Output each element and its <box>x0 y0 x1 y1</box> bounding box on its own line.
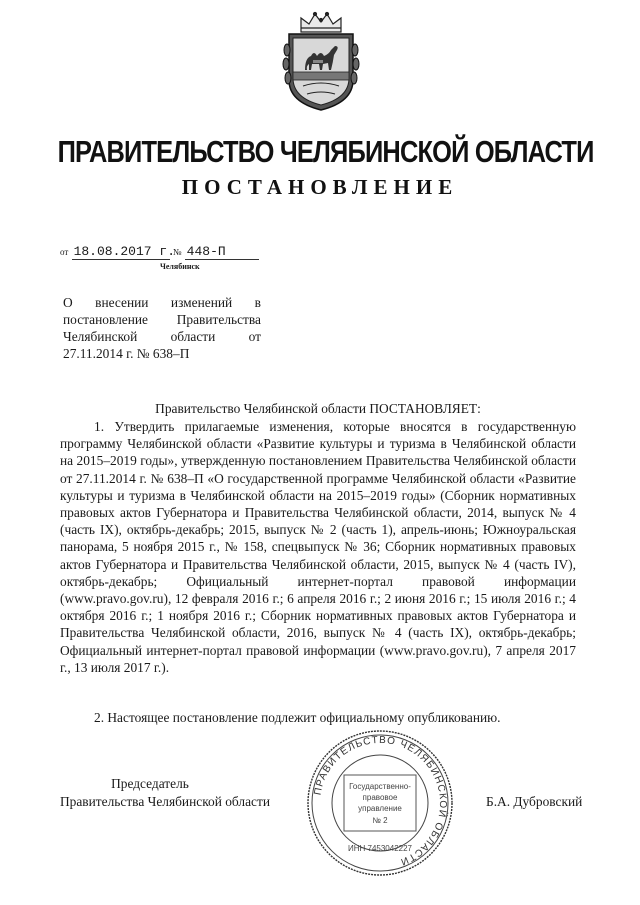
seal-center-line1: Государственно- <box>349 782 411 791</box>
signatory-title-line1: Председатель <box>111 776 189 791</box>
preamble: Правительство Челябинской области ПОСТАНОВЛЯЕТ: <box>155 401 481 416</box>
seal-outer-text: ПРАВИТЕЛЬСТВО ЧЕЛЯБИНСКОЙ ОБЛАСТИ <box>312 734 449 868</box>
seal-inn-text: ИНН 7453042227 <box>347 844 413 853</box>
organization-title: ПРАВИТЕЛЬСТВО ЧЕЛЯБИНСКОЙ ОБЛАСТИ <box>57 134 594 169</box>
date-label: от <box>60 247 69 257</box>
seal-center-line2: правовое <box>362 793 398 802</box>
document-type-title: ПОСТАНОВЛЕНИЕ <box>181 175 459 199</box>
signatory-title-line2: Правительства Челябинской области <box>60 794 270 809</box>
document-body <box>60 418 576 676</box>
document-city: Челябинск <box>160 262 200 271</box>
official-seal <box>304 727 456 879</box>
number-label: № <box>172 247 182 257</box>
seal-center-line4: № 2 <box>372 816 388 825</box>
paragraph-2: 2. Настоящее постановление подлежит официальному опубликованию. <box>94 710 501 725</box>
date-number-line <box>60 243 259 260</box>
document-number: 448-П <box>185 244 259 260</box>
paragraph-1: 1. Утвердить прилагаемые изменения, которые вносятся в государственную программу Челябинской области «Развитие культуры и туризма в Челябинской области на 2015–2019 годы», утвержденную постановлением Правительства Челябинской области от 27.11.2014 г. № 638–П «О государственной программе Челябинской области «Развитие культуры и туризма в Челябинской области на 2015–2019 годы» (Сборник нормативных правовых актов Губернатора и Правительства Челябинской области, 2014, выпуск № 4 (часть IX), октябрь-декабрь; 2015, выпуск № 2 (часть 1), апрель-июнь; Южноуральская панорама, 5 ноября 2015 г., № 158, спецвыпуск № 36; Сборник нормативных правовых актов Губернатора и Правительства Челябинской области, 2015, выпуск № 4 (часть IV), октябрь-декабрь; Официальный интернет-портал правовой информации (www.pravo.gov.ru), 12 февраля 2016 г.; 6 апреля 2016 г.; 2 июня 2016 г.; 15 июля 2016 г.; 4 октября 2016 г.; 1 ноября 2016 г.; Сборник нормативных правовых актов Губернатора и Правительства Челябинской области, 2016, выпуск № 4 (часть IX), октябрь-декабрь; Официальный интернет-портал правовой информации (www.pravo.gov.ru), 7 апреля 2017 г., 13 июля 2017 г.). <box>60 419 576 675</box>
seal-center-line3: управление <box>358 804 402 813</box>
chelyabinsk-coat-of-arms-icon <box>279 10 363 114</box>
signatory-name: Б.А. Дубровский <box>486 794 583 809</box>
document-subject: О внесении изменений в постановление Правительства Челябинской области от 27.11.2014 г. № 638–П <box>63 295 261 361</box>
document-date: 18.08.2017 г. <box>73 244 175 259</box>
